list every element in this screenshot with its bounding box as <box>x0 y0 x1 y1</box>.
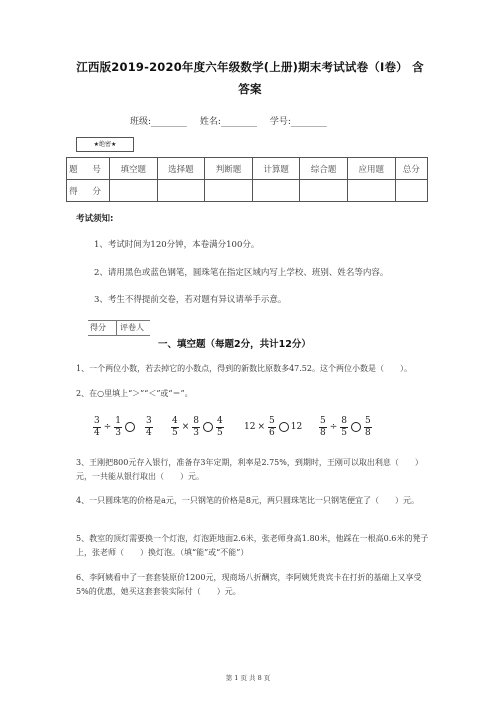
fraction: $\frac{5}{8}$ <box>365 415 371 438</box>
compare-circle[interactable] <box>203 422 213 432</box>
score-table <box>66 157 428 202</box>
question-5: 5、教室的顶灯需要换一个灯泡，灯泡距地面2.6米，张老师身高1.80米，他踩在一根高0.6米的凳子上，张老师（ ）换灯泡。（填“能”或“不能”） <box>76 534 429 557</box>
fraction: $\frac{8}{5}$ <box>341 415 348 438</box>
page-footer: 第 1 页 共 8 页 <box>225 674 271 682</box>
score-cell: 应用题 <box>347 158 395 180</box>
name-field[interactable]: 姓名:________ <box>199 117 257 127</box>
student-info <box>130 114 337 127</box>
score-table-score-row <box>67 180 428 202</box>
score-entry-cell[interactable] <box>157 180 205 202</box>
fraction: $\frac{3}{4}$ <box>146 415 152 438</box>
score-cell: 计算题 <box>252 158 300 180</box>
score-entry-cell[interactable] <box>395 180 427 202</box>
question-2: 2、在○里填上“＞”“＜”或“＝”。 <box>76 389 193 398</box>
student-id-field[interactable]: 学号:________ <box>269 117 327 127</box>
compare-circle[interactable] <box>125 422 135 432</box>
page-title <box>60 56 440 100</box>
section-heading: 一、填空题（每题2分，共计12分） <box>158 339 311 350</box>
fraction: $\frac{1}{3}$ <box>115 415 122 438</box>
comparison-1: $\frac{3}{4}$ ÷ $\frac{1}{3}$ $\frac{3}{4}$ <box>94 415 152 438</box>
fraction: $\frac{4}{5}$ <box>172 415 178 438</box>
score-entry-cell[interactable] <box>252 180 300 202</box>
grader-box <box>88 320 150 336</box>
score-cell: 判断题 <box>205 158 253 180</box>
notice-item: 2、请用黑色或蓝色钢笔，圆珠笔在指定区域内写上学校、班别、姓名等内容。 <box>94 268 389 278</box>
score-table-header-row <box>67 158 428 180</box>
comparison-row <box>92 410 422 444</box>
score-cell: 综合题 <box>300 158 348 180</box>
fraction: $\frac{4}{5}$ <box>217 415 223 438</box>
score-row-label: 得 分 <box>67 180 110 202</box>
score-entry-cell[interactable] <box>347 180 395 202</box>
fraction: $\frac{3}{4}$ <box>94 415 100 438</box>
compare-circle[interactable] <box>279 422 289 432</box>
notice-item: 1、考试时间为120分钟，本卷满分100分。 <box>94 240 260 250</box>
title-line-1: 江西版2019-2020年度六年级数学(上册)期末考试试卷（I卷） 含 <box>76 60 424 74</box>
question-6: 6、李阿姨看中了一套套装原价1200元，现商场八折酬宾，李阿姨凭贵宾卡在打折的基础上又享受5%的优惠，她买这套套装实际付（ ）元。 <box>76 573 422 596</box>
fraction: $\frac{5}{6}$ <box>269 415 275 438</box>
grader-score-label: 得分 <box>90 323 106 332</box>
notice-item: 3、考生不得提前交卷，若对题有异议请举手示意。 <box>94 295 287 305</box>
class-field[interactable]: 班级:________ <box>130 117 188 127</box>
compare-circle[interactable] <box>351 422 361 432</box>
question-3: 3、王刚把800元存入银行，准备存3年定期，利率是2.75%，到期时，王刚可以取出利息（ ）元，一共能从银行取出（ ）元。 <box>76 458 423 481</box>
comparison-3: 12 × $\frac{5}{6}$ 12 <box>244 415 303 438</box>
notice-title: 考试须知: <box>76 214 114 224</box>
title-line-2: 答案 <box>238 82 262 96</box>
score-entry-cell[interactable] <box>300 180 348 202</box>
fraction: $\frac{8}{3}$ <box>193 415 200 438</box>
grader-reviewer-label: 评卷人 <box>120 323 144 332</box>
score-entry-cell[interactable] <box>205 180 253 202</box>
secret-badge: ★绝密★ <box>76 137 134 152</box>
question-1: 1、一个两位小数，若去掉它的小数点，得到的新数比原数多47.52。这个两位小数是（ ）。 <box>76 364 412 373</box>
fraction: $\frac{5}{8}$ <box>320 415 326 438</box>
grader-divider <box>116 321 117 335</box>
question-4: 4、一只圆珠笔的价格是a元，一只钢笔的价格是8元，两只圆珠笔比一只钢笔便宜了（ ）元。 <box>76 496 419 505</box>
comparison-2: $\frac{4}{5}$ × $\frac{8}{3}$ $\frac{4}{5}$ <box>172 415 223 438</box>
comparison-4: $\frac{5}{8}$ ÷ $\frac{8}{5}$ $\frac{5}{8}$ <box>320 415 371 438</box>
score-cell: 选择题 <box>157 158 205 180</box>
score-cell: 题 号 <box>67 158 110 180</box>
score-cell: 总分 <box>395 158 427 180</box>
score-entry-cell[interactable] <box>110 180 158 202</box>
score-cell: 填空题 <box>110 158 158 180</box>
